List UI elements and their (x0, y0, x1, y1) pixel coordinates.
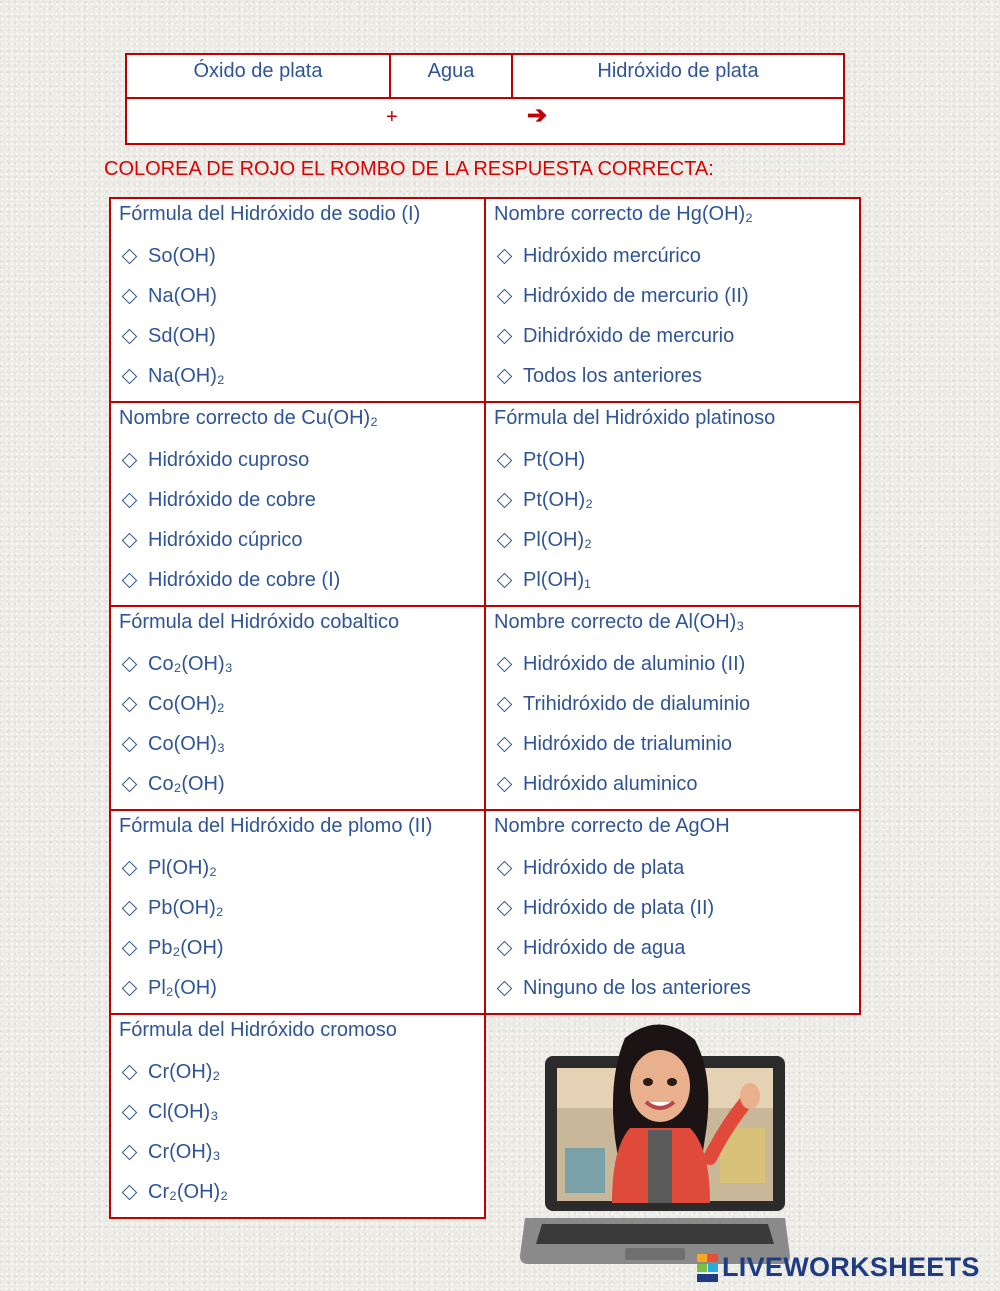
brand-name: LIVEWORKSHEETS (722, 1252, 980, 1282)
diamond-icon[interactable] (122, 860, 138, 876)
answer-option[interactable] (494, 445, 585, 475)
diamond-icon[interactable] (497, 328, 513, 344)
diamond-icon[interactable] (497, 900, 513, 916)
option-label: Cr₂(OH)₂ (148, 1180, 228, 1203)
question-title: Nombre correcto de Cu(OH)₂ (119, 407, 378, 429)
diamond-icon[interactable] (497, 532, 513, 548)
option-label: Pt(OH) (523, 448, 586, 471)
option-label: Hidróxido cúprico (148, 528, 303, 551)
answer-option[interactable] (494, 525, 592, 555)
answer-option[interactable] (119, 1097, 218, 1127)
option-label: Hidróxido de trialuminio (523, 732, 732, 755)
diamond-icon[interactable] (497, 368, 513, 384)
question-title: Fórmula del Hidróxido cobaltico (119, 611, 400, 633)
question-title: Nombre correcto de Al(OH)₃ (494, 611, 745, 633)
diamond-icon[interactable] (122, 492, 138, 508)
answer-option[interactable] (119, 241, 216, 271)
option-label: Na(OH) (148, 284, 217, 307)
answer-option[interactable] (494, 893, 714, 923)
question-cell (109, 809, 486, 1015)
answer-option[interactable] (119, 689, 225, 719)
option-label: Hidróxido de plata (II) (523, 896, 715, 919)
answer-option[interactable] (119, 321, 216, 351)
answer-option[interactable] (494, 485, 593, 515)
option-label: Cr(OH)₂ (148, 1060, 221, 1083)
diamond-icon[interactable] (497, 980, 513, 996)
answer-option[interactable] (494, 321, 734, 351)
diamond-icon[interactable] (497, 736, 513, 752)
diamond-icon[interactable] (122, 572, 138, 588)
question-title: Fórmula del Hidróxido platinoso (494, 407, 776, 429)
answer-option[interactable] (119, 1057, 220, 1087)
answer-option[interactable] (494, 361, 702, 391)
diamond-icon[interactable] (497, 860, 513, 876)
option-label: Na(OH)₂ (148, 364, 225, 387)
diamond-icon[interactable] (497, 492, 513, 508)
question-cell (484, 605, 861, 811)
diamond-icon[interactable] (497, 940, 513, 956)
plus-sign: + (386, 106, 398, 128)
equation-col-oxide: Óxido de plata (127, 55, 391, 97)
option-label: Hidróxido de plata (523, 856, 685, 879)
diamond-icon[interactable] (122, 288, 138, 304)
option-label: Todos los anteriores (523, 364, 702, 387)
option-label: Co(OH)₂ (148, 692, 225, 715)
diamond-icon[interactable] (122, 696, 138, 712)
question-cell (484, 809, 861, 1015)
answer-option[interactable] (119, 853, 217, 883)
answer-option[interactable] (119, 893, 224, 923)
diamond-icon[interactable] (122, 452, 138, 468)
option-label: So(OH) (148, 244, 216, 267)
answer-option[interactable] (494, 689, 750, 719)
laptop-avatar-illustration (520, 1018, 790, 1270)
diamond-icon[interactable] (122, 1104, 138, 1120)
answer-option[interactable] (119, 281, 217, 311)
answer-option[interactable] (494, 281, 749, 311)
answer-option[interactable] (494, 769, 698, 799)
diamond-icon[interactable] (497, 248, 513, 264)
equation-col-water: Agua (391, 55, 513, 97)
diamond-icon[interactable] (122, 1144, 138, 1160)
option-label: Hidróxido de mercurio (II) (523, 284, 749, 307)
reaction-arrow-icon: ➔ (527, 102, 548, 129)
answer-option[interactable] (119, 973, 217, 1003)
option-label: Co(OH)₃ (148, 732, 226, 755)
option-label: Hidróxido de cobre (I) (148, 568, 341, 591)
instruction-text: COLOREA DE ROJO EL ROMBO DE LA RESPUESTA CORRECTA: (104, 158, 714, 180)
diamond-icon[interactable] (122, 1064, 138, 1080)
diamond-icon[interactable] (497, 776, 513, 792)
diamond-icon[interactable] (497, 452, 513, 468)
answer-option[interactable] (119, 1137, 221, 1167)
question-title: Fórmula del Hidróxido de plomo (II) (119, 815, 433, 837)
answer-option[interactable] (119, 361, 225, 391)
answer-option[interactable] (119, 565, 340, 595)
liveworksheets-logo-icon (697, 1254, 719, 1282)
option-label: Pb(OH)₂ (148, 896, 224, 919)
diamond-icon[interactable] (122, 900, 138, 916)
answer-option[interactable] (494, 729, 732, 759)
equation-table (125, 53, 845, 145)
option-label: Pl(OH)₁ (523, 568, 591, 591)
question-cell (484, 401, 861, 607)
option-label: Pl₂(OH) (148, 976, 217, 999)
answer-option[interactable] (494, 241, 701, 271)
answer-option[interactable] (119, 485, 316, 515)
option-label: Hidróxido cuproso (148, 448, 310, 471)
question-title: Fórmula del Hidróxido de sodio (I) (119, 203, 421, 225)
answer-option[interactable] (494, 649, 745, 679)
option-label: Pl(OH)₂ (148, 856, 217, 879)
liveworksheets-brand (697, 1252, 980, 1283)
diamond-icon[interactable] (122, 776, 138, 792)
option-label: Pt(OH)₂ (523, 488, 593, 511)
diamond-icon[interactable] (122, 368, 138, 384)
diamond-icon[interactable] (122, 1184, 138, 1200)
equation-col-hydroxide: Hidróxido de plata (597, 60, 759, 82)
option-label: Hidróxido de agua (523, 936, 686, 959)
diamond-icon[interactable] (122, 656, 138, 672)
option-label: Pl(OH)₂ (523, 528, 592, 551)
answer-option[interactable] (119, 933, 224, 963)
diamond-icon[interactable] (497, 572, 513, 588)
option-label: Pb₂(OH) (148, 936, 224, 959)
diamond-icon[interactable] (497, 656, 513, 672)
diamond-icon[interactable] (497, 288, 513, 304)
option-label: Cr(OH)₃ (148, 1140, 221, 1163)
question-cell (109, 605, 486, 811)
option-label: Trihidróxido de dialuminio (523, 692, 751, 715)
option-label: Hidróxido mercúrico (523, 244, 701, 267)
diamond-icon[interactable] (122, 328, 138, 344)
question-cell (484, 197, 861, 403)
diamond-icon[interactable] (497, 696, 513, 712)
answer-option[interactable] (494, 933, 685, 963)
option-label: Hidróxido aluminico (523, 772, 698, 795)
diamond-icon[interactable] (122, 532, 138, 548)
equation-header-row (127, 55, 843, 99)
diamond-icon[interactable] (122, 940, 138, 956)
option-label: Cl(OH)₃ (148, 1100, 219, 1123)
question-cell (109, 401, 486, 607)
option-label: Co₂(OH)₃ (148, 652, 233, 675)
answer-option[interactable] (119, 649, 233, 679)
answer-option[interactable] (119, 729, 225, 759)
option-label: Sd(OH) (148, 324, 216, 347)
question-title: Fórmula del Hidróxido cromoso (119, 1019, 397, 1041)
question-cell (109, 1013, 486, 1219)
option-label: Ninguno de los anteriores (523, 976, 751, 999)
answer-option[interactable] (119, 769, 225, 799)
answer-option[interactable] (494, 853, 684, 883)
option-label: Hidróxido de aluminio (II) (523, 652, 746, 675)
option-label: Hidróxido de cobre (148, 488, 316, 511)
question-cell (109, 197, 486, 403)
question-title: Nombre correcto de Hg(OH)₂ (494, 203, 753, 225)
answer-option[interactable] (494, 565, 591, 595)
diamond-icon[interactable] (122, 980, 138, 996)
diamond-icon[interactable] (122, 248, 138, 264)
option-label: Dihidróxido de mercurio (523, 324, 735, 347)
option-label: Co₂(OH) (148, 772, 225, 795)
answer-option[interactable] (119, 525, 303, 555)
question-title: Nombre correcto de AgOH (494, 815, 730, 837)
answer-option[interactable] (119, 1177, 228, 1207)
answer-option[interactable] (119, 445, 309, 475)
diamond-icon[interactable] (122, 736, 138, 752)
answer-option[interactable] (494, 973, 751, 1003)
